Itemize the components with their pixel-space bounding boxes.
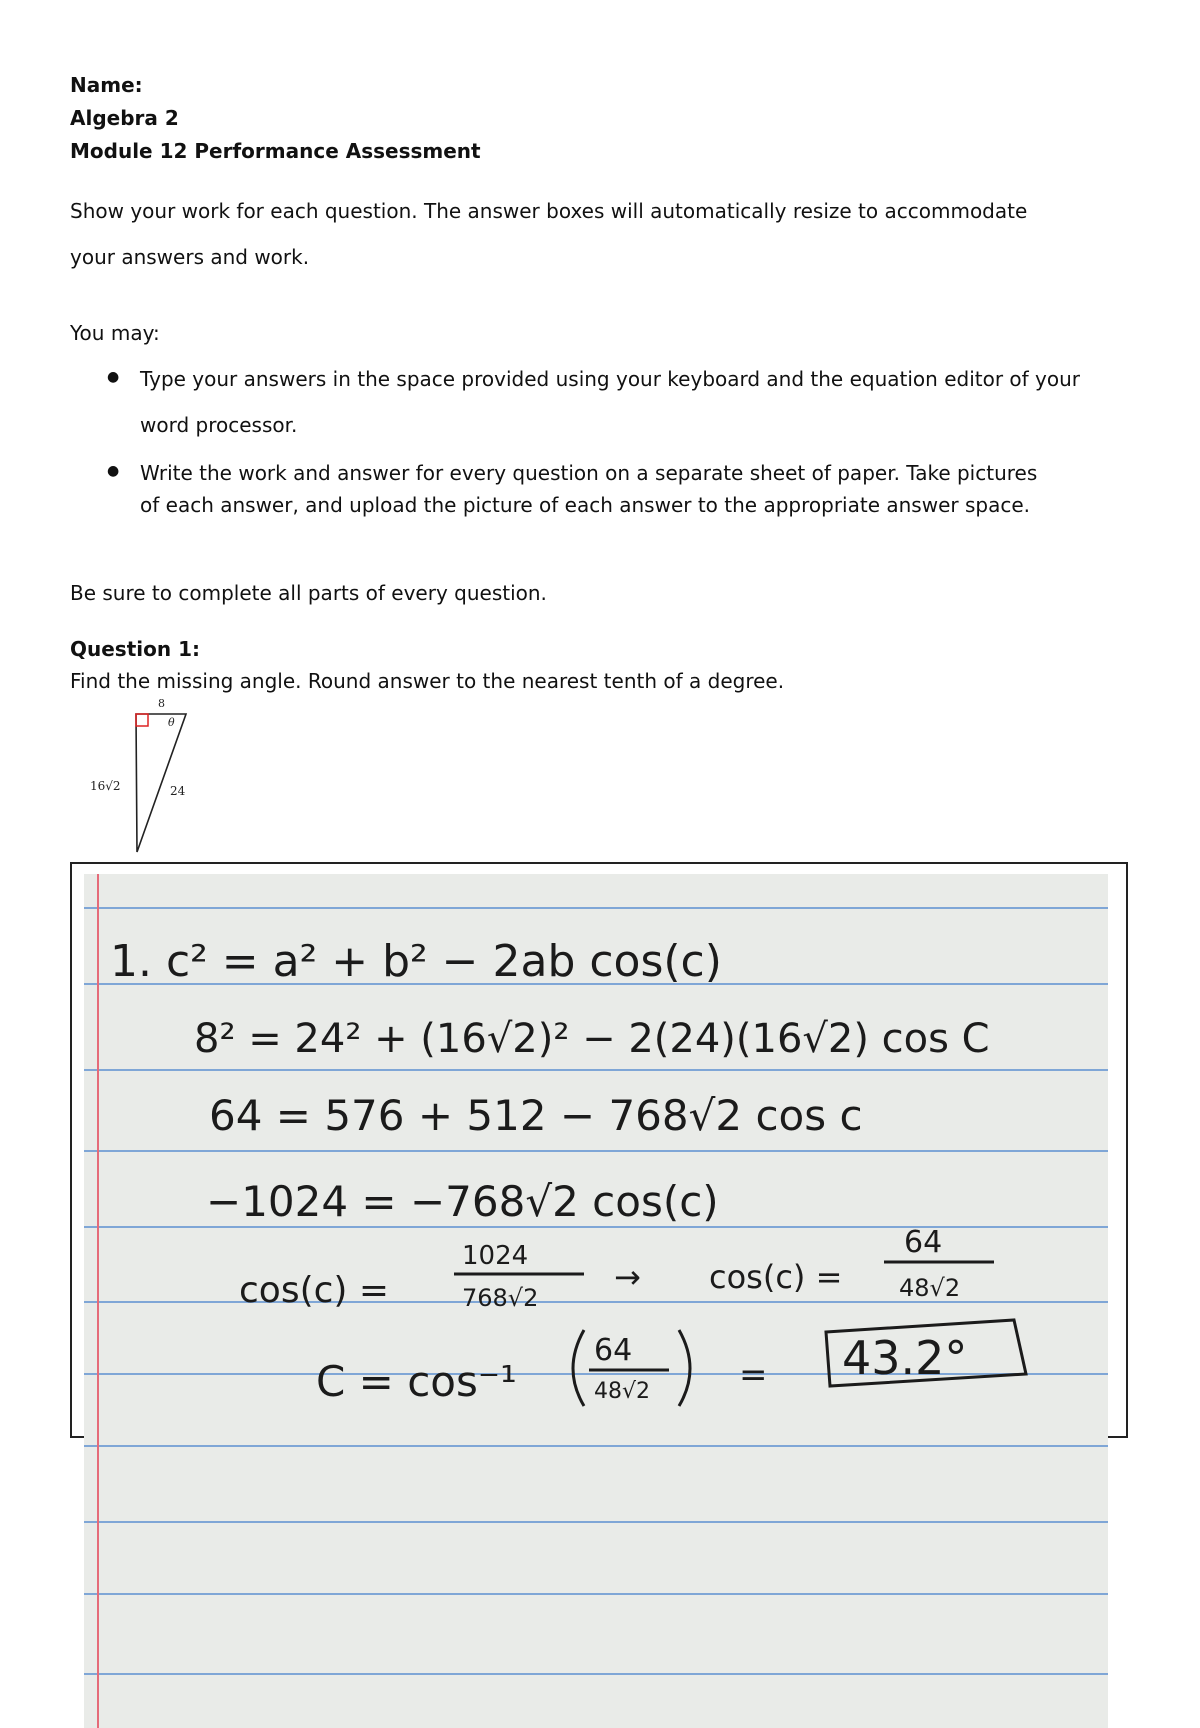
work-line-5-lhs: cos(c) = (239, 1270, 390, 1311)
work-line-6-denominator: 48√2 (594, 1379, 651, 1404)
bullet-2-line-2: of each answer, and upload the picture of each answer to the appropriate answer space. (140, 493, 1030, 517)
assessment-title: Module 12 Performance Assessment (70, 139, 481, 163)
final-answer: 43.2° (842, 1331, 968, 1385)
hypotenuse-label: 24 (170, 784, 186, 798)
work-line-5-numerator: 1024 (462, 1241, 529, 1271)
bullet-1-marker: ● (107, 369, 120, 385)
reminder-text: Be sure to complete all parts of every question. (70, 581, 547, 605)
instructions-line-2: your answers and work. (70, 245, 310, 269)
arrow-glyph: → (614, 1258, 641, 1296)
bullet-1-line-1: Type your answers in the space provided using your keyboard and the equation editor of your (140, 367, 1081, 391)
work-line-5b-numerator: 64 (904, 1225, 943, 1260)
work-line-2: 8² = 24² + (16√2)² − 2(24)(16√2) cos C (194, 1016, 990, 1062)
answer-box[interactable] (70, 862, 1128, 1438)
work-line-6-lhs: C = cos⁻¹ (316, 1357, 517, 1406)
triangle-figure (80, 690, 210, 856)
angle-theta-label: θ (168, 716, 175, 729)
work-line-5b-denominator: 48√2 (899, 1274, 961, 1302)
question-1-prompt: Find the missing angle. Round answer to the nearest tenth of a degree. (70, 669, 785, 693)
bullet-2-line-1: Write the work and answer for every question on a separate sheet of paper. Take pictures (140, 461, 1038, 485)
work-line-5-rhs: cos(c) = (709, 1258, 843, 1296)
work-line-6-equals: = (739, 1355, 768, 1395)
work-line-6-numerator: 64 (594, 1333, 633, 1368)
question-1-label: Question 1: (70, 637, 200, 661)
side-left-label: 16√2 (90, 779, 121, 793)
work-line-5-denominator: 768√2 (462, 1284, 539, 1312)
course-title: Algebra 2 (70, 106, 179, 130)
name-label: Name: (70, 73, 143, 97)
work-line-4: −1024 = −768√2 cos(c) (206, 1177, 719, 1226)
side-top-label: 8 (158, 697, 165, 710)
you-may-label: You may: (70, 321, 160, 345)
bullet-1-line-2: word processor. (140, 413, 298, 437)
instructions-line-1: Show your work for each question. The answer boxes will automatically resize to accommodate (70, 199, 1028, 223)
work-line-3: 64 = 576 + 512 − 768√2 cos c (209, 1091, 863, 1140)
handwritten-work-photo (84, 874, 1108, 1728)
work-line-1: 1. c² = a² + b² − 2ab cos(c) (110, 936, 722, 987)
bullet-2-marker: ● (107, 463, 120, 479)
